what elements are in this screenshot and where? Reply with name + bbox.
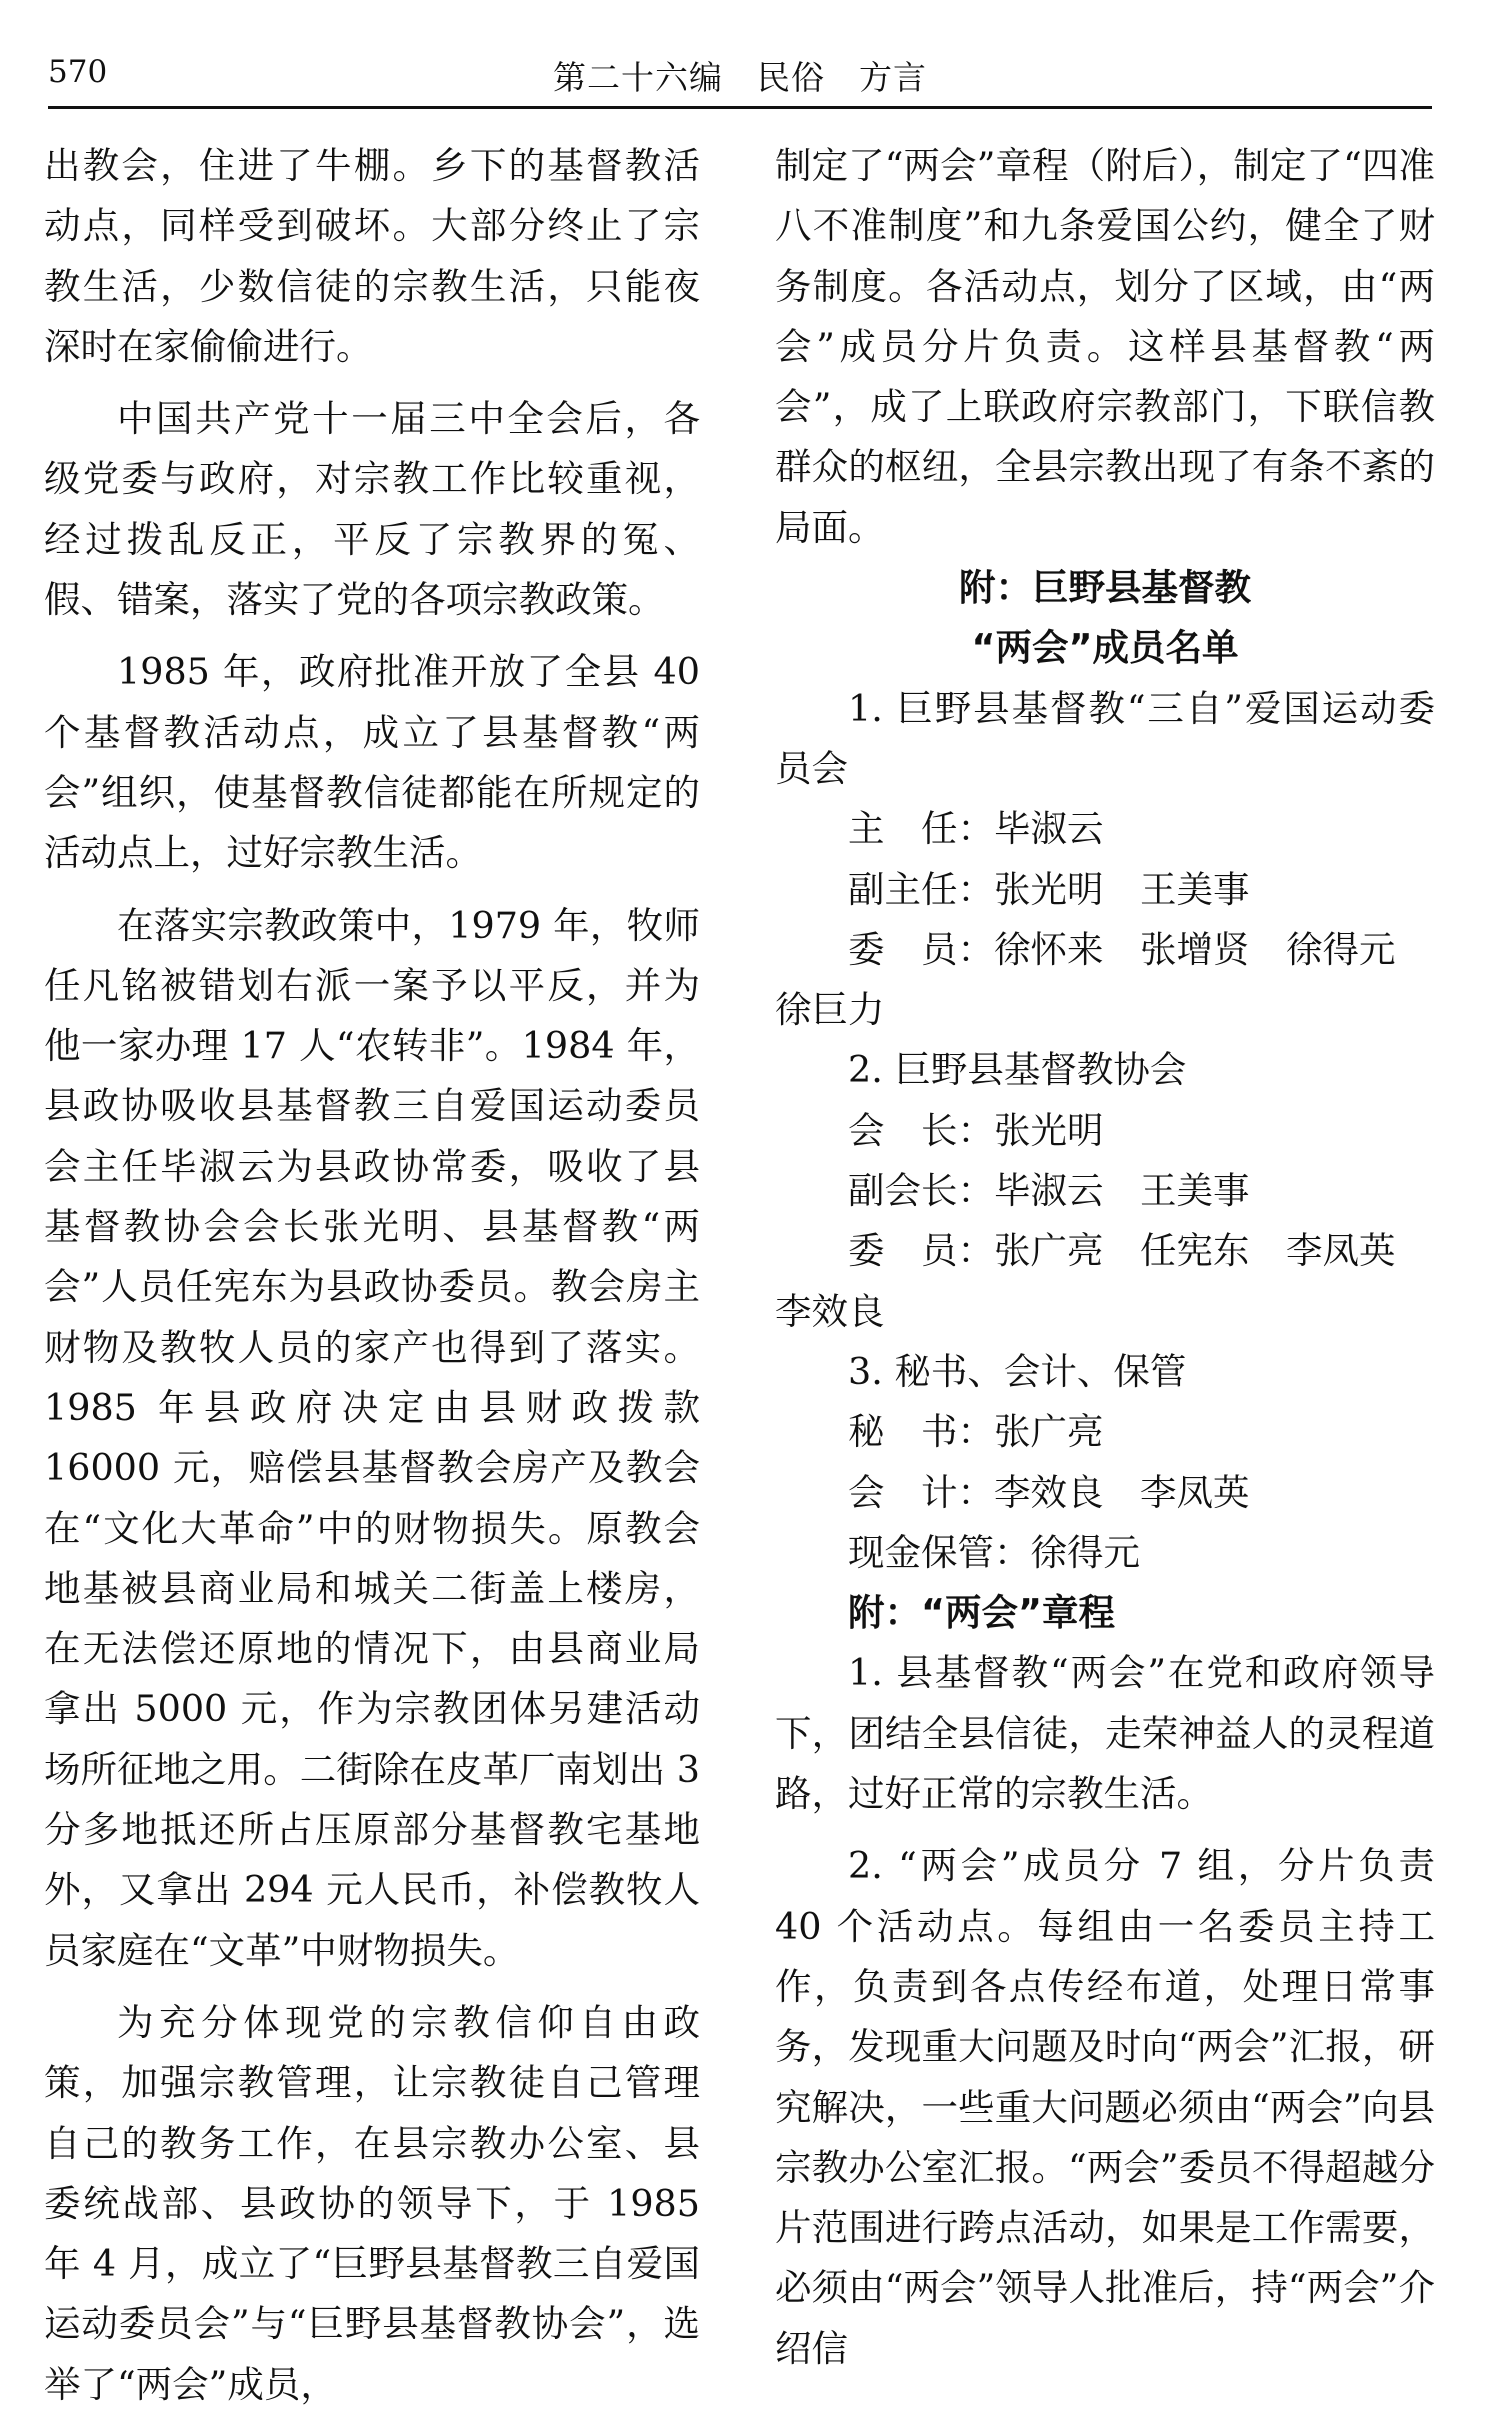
paragraph: 出教会，住进了牛棚。乡下的基督教活动点，同样受到破坏。大部分终止了宗教生活，少数信徒的宗教生活，只能夜深时在家偷偷进行。 — [44, 144, 700, 368]
roster-line: 会 计：李效良 李凤英 — [848, 1470, 1250, 1514]
roster-line: 副会长：毕淑云 王美事 — [848, 1169, 1250, 1213]
charter-item: 2. “两会”成员分 7 组，分片负责 40 个活动点。每组由一名委员主持工作，负责到各点传经布道，处理日常事务，发现重大问题及时向“两会”汇报，研究解决，一些重大问题必须由“两会”向县宗教办公室汇报。“两会”委员不得超越分片范围进行跨点活动，如果是工作需要，必须由“两会”领导人批准后，持“两会”介绍信 — [775, 1844, 1435, 2370]
section-title: 1. 巨野县基督教“三自”爱国运动委员会 — [775, 686, 1435, 790]
paragraph: 为充分体现党的宗教信仰自由政策，加强宗教管理，让宗教徒自己管理自己的教务工作，在县宗教办公室、县委统战部、县政协的领导下，于 1985 年 4 月，成立了“巨野县基督教三自爱国运动委员会”与“巨野县基督教协会”，选举了“两会”成员， — [44, 2000, 700, 2406]
roster-line: 主 任：毕淑云 — [848, 807, 1104, 851]
paragraph: 制定了“两会”章程（附后），制定了“四准八不准制度”和九条爱国公约，健全了财务制度。各活动点，划分了区域，由“两会”成员分片负责。这样县基督教“两会”，成了上联政府宗教部门，下联信教群众的枢纽，全县宗教出现了有条不紊的局面。 — [775, 144, 1435, 549]
roster-line: 副主任：张光明 王美事 — [848, 867, 1250, 911]
appendix-subtitle: “两会”成员名单 — [971, 626, 1239, 670]
section-title: 2. 巨野县基督教协会 — [848, 1048, 1187, 1092]
section-title: 3. 秘书、会计、保管 — [848, 1349, 1187, 1393]
paragraph: 在落实宗教政策中，1979 年，牧师任凡铭被错划右派一案予以平反，并为他一家办理 17 人“农转非”。1984 年，县政协吸收县基督教三自爱国运动委员会主任毕淑云为县政协常委，吸收了县基督教协会会长张光明、县基督教“两会”人员任宪东为县政协委员。教会房主财物及教牧人员的家产也得到了落实。1985 年县政府决定由县财政拨款 16000 元，赔偿县基督教会房产及教会在“文化大革命”中的财物损失。原教会地基被县商业局和城关二街盖上楼房，在无法偿还原地的情况下，由县商业局拿出 5000 元，作为宗教团体另建活动场所征地之用。二街除在皮革厂南划出 3 分多地抵还所占压原部分基督教宅基地外，又拿出 294 元人民币，补偿教牧人员家庭在“文革”中财物损失。 — [44, 903, 700, 1972]
paragraph: 1985 年，政府批准开放了全县 40 个基督教活动点，成立了县基督教“两会”组织，使基督教信徒都能在所规定的活动点上，过好宗教生活。 — [44, 650, 700, 875]
roster-line: 委 员：张广亮 任宪东 李凤英 — [848, 1229, 1396, 1273]
right-column — [775, 136, 1435, 2379]
running-title: 第二十六编 民俗 方言 — [553, 58, 927, 97]
roster-line: 李效良 — [775, 1289, 885, 1333]
paragraph: 中国共产党十一届三中全会后，各级党委与政府，对宗教工作比较重视，经过拨乱反正，平反了宗教界的冤、假、错案，落实了党的各项宗教政策。 — [44, 397, 700, 622]
roster-line: 现金保管：徐得元 — [848, 1530, 1140, 1574]
roster-line: 委 员：徐怀来 张增贤 徐得元 — [848, 927, 1396, 971]
page-number: 570 — [48, 54, 108, 90]
roster-line: 秘 书：张广亮 — [848, 1410, 1104, 1454]
charter-item: 1. 县基督教“两会”在党和政府领导下，团结全县信徒，走荣神益人的灵程道路，过好正常的宗教生活。 — [775, 1651, 1435, 1816]
roster-line: 会 长：张光明 — [848, 1108, 1104, 1152]
page-header — [48, 50, 1432, 109]
roster-line: 徐巨力 — [775, 988, 885, 1032]
appendix-title: 附：巨野县基督教 — [959, 566, 1251, 610]
left-column — [44, 136, 700, 2415]
charter-title: 附：“两会”章程 — [848, 1591, 1115, 1635]
